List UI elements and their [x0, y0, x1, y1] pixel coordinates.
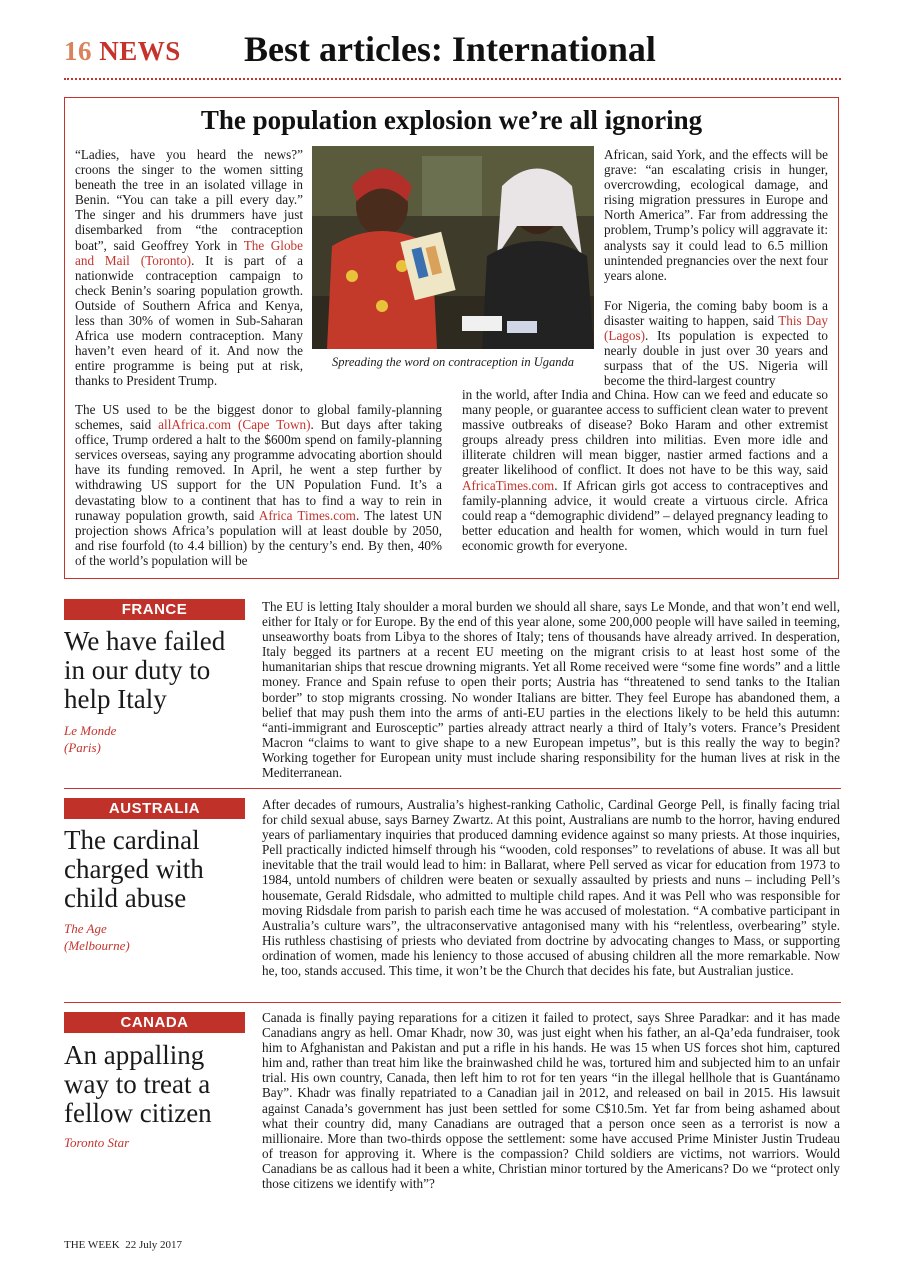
section-name: NEWS [99, 36, 181, 66]
feature-column-3 [604, 147, 828, 388]
feature-paragraph: in the world, after India and China. How can we feed and educate so many people, or guarantee access to sufficient clean water to prevent massive outbreaks of disease? Boko Haram and other extremist groups already press children into militias. Even more idle and illiterate children will mean bigger, nastier armed factions and a greater likelihood of conflict. It does not have to be this way, said AfricaTimes.com. If African girls got access to contraceptives and family-planning advice, it would create a virtuous circle. Africa could reap a “demographic dividend” – delayed pregnancy leading to better education and health for women, which would in turn fuel economic growth for everyone. [462, 387, 828, 553]
feature-column-1a [75, 147, 303, 389]
section-headline: An appalling way to treat a fellow citizen [64, 1040, 212, 1128]
source-link[interactable]: This Day (Lagos) [604, 312, 828, 344]
section-body: The EU is letting Italy shoulder a moral burden we should all share, says Le Monde, and that won’t end well, either for Italy or for Europe. By the end of this year alone, some 200,000 people will have sailed in teeming, unseaworthy boats from Libya to the shores of Italy; tens of thousands have already arrived. In desperation, Italy begged its partners at a recent EU meeting on the migrant crisis to at least host some of the humanitarian ships that rescue drowning migrants. Yet all Rome received were “some fine words” and a little money. France and Spain refuse to open their ports; Austria has “threatened to send tanks to the Italian border” to stop migrants crossing. No wonder Italians are bitter. They feel Europe has abandoned them, a belief that may push them into the arms of anti-EU parties in the elections likely to be held this autumn: “anti-immigrant and Eurosceptic” parties already attract nearly a third of Italy’s voters. France’s President Macron “claims to want to give shape to a new European impetus”, but is this really the way to begin? Working together for European unity must include sharing responsibility for the human lives at risk in the Mediterranean. [262, 599, 840, 781]
section-source: Toronto Star [64, 1135, 130, 1150]
photo-illustration [312, 146, 594, 349]
photo-caption: Spreading the word on contraception in Uganda [331, 355, 575, 369]
source-link[interactable]: Africa Times.com [258, 507, 356, 523]
feature-photo [312, 146, 594, 349]
feature-paragraph: African, said York, and the effects will be grave: “an escalating crisis in hunger, overcrowding, ecological damage, and rising migration pressures in Europe and North America”. Far from addressing the problem, Trump’s policy will aggravate it: analysts say it could lead to 6.5 million unintended pregnancies over the next four years alone. [604, 147, 828, 283]
section-source: The Age (Melbourne) [64, 921, 130, 953]
section-tag-australia: AUSTRALIA [64, 798, 245, 819]
footer [64, 1239, 182, 1251]
section-body: After decades of rumours, Australia’s highest-ranking Catholic, Cardinal George Pell, is finally facing trial for child sexual abuse, says Barney Zwartz. At this point, Australians are numb to the horror, having endured years of parliamentary inquiries that produced damning evidence against so many priests. At those inquiries, Pell practically indicted himself through his “wooden, cold responses” to revelations of abuse. It was all but inevitable that the trail would lead to him: in Ballarat, where Pell served as vicar for education from 1973 to 1984, untold numbers of children were beaten or sexually assaulted by priests and nuns – including Pell’s housemate, Gerald Ridsdale, who admitted to multiple child rapes. And it was Pell who was responsible for moving Ridsdale from parish to parish each time he was accused of molestation. “A combative participant in Australia’s culture wars”, the ultraconservative antagonised many with his “relentless, overbearing” style. His ruthless chastising of priests who deviated from doctrine by advocating changes to Mass, or supporting ordination of women, made his leniency to those accused of abusing children all the more remarkable. Now he, too, stands accused. This time, it won’t be the Church that decides his fate, but Australian justice. [262, 797, 840, 979]
publication-name: THE WEEK [64, 1239, 120, 1251]
section-headline: The cardinal charged with child abuse [64, 825, 204, 913]
section-divider [64, 788, 841, 789]
header-divider [64, 78, 841, 80]
section-divider [64, 1002, 841, 1003]
feature-paragraph: “Ladies, have you heard the news?” croons the singer to the women sitting beneath the tree in an isolated village in Benin. “You can take a pill every day.” The singer and his drummers have just disembarked from “the contraception boat”, said Geoffrey York in The Globe and Mail (Toronto). It is part of a nationwide contraception campaign to check Benin’s soaring population growth. Outside of Southern Africa and Kenya, less than 30% of women in Sub-Saharan Africa use modern contraception. Many haven’t even heard of it. And now the entire programme is being put at risk, thanks to President Trump. [75, 147, 304, 389]
section-tag-france: FRANCE [64, 599, 245, 620]
page-number: 16 [64, 36, 92, 66]
page-title: Best articles: International [244, 29, 656, 69]
feature-paragraph: For Nigeria, the coming baby boom is a disaster waiting to happen, said This Day (Lagos). Its population is expected to nearly double in just over 30 years and surpass that of the US. Nigeria will become the third-largest country [604, 297, 828, 389]
issue-date: 22 July 2017 [125, 1239, 183, 1251]
source-link[interactable]: AfricaTimes.com [462, 477, 555, 493]
feature-title: The population explosion we’re all ignoring [200, 105, 703, 135]
section-body: Canada is finally paying reparations for a citizen it failed to protect, says Shree Paradkar: and it has made Canadians angry as hell. Omar Khadr, now 30, was just eight when his father, an al-Qa’eda fundraiser, took him to Afghanistan and Pakistan and put a rifle in his hands. He was 15 when US forces shot him, captured him and, rather than treat him like the brainwashed child he was, tortured him and subjected him to an unfair trial. His own country, Canada, then left him to rot for ten years “in the illegal hellhole that is Guantánamo Bay”. Khadr was finally repatriated to a Canadian jail in 2012, and released on bail in 2015. His lawsuit against Canada’s government has just been settled for some C$10.5m. Yet far from being ashamed about what their country did, many Canadians are outraged that a person once seen as a terrorist is now a millionaire. More than two-thirds oppose the settlement: some have accused Prime Minister Justin Trudeau of treason for approving it. Where is the compassion? Child soldiers are victims, not warriors. Would Canadians be as callous had it been a white, Christian minor tortured by the Americans? Do we “protect only those citizens we identify with”? [262, 1010, 840, 1192]
feature-column-2b [462, 387, 828, 553]
page-number-section [64, 36, 181, 67]
feature-column-1b [75, 402, 442, 568]
source-link[interactable]: allAfrica.com (Cape Town) [158, 417, 311, 433]
section-source: Le Monde (Paris) [64, 723, 117, 755]
feature-paragraph: The US used to be the biggest donor to global family-planning schemes, said allAfrica.com (Cape Town). But days after taking office, Trump ordered a halt to the $600m spend on family-planning services overseas, saying any programme advocating abortion should have its funding removed. In April, he went a step further by withdrawing US support for the UN Population Fund. It’s a devastating blow to a continent that has to find a way to rein in runaway population growth, said Africa Times.com. The latest UN projection shows Africa’s population will at least double by 2050, and rise fourfold (to 4.4 billion) by the century’s end. By then, 40% of the world’s population will be [75, 402, 442, 568]
section-headline: We have failed in our duty to help Italy [64, 626, 226, 714]
source-link[interactable]: The Globe and Mail (Toronto) [75, 237, 304, 268]
section-tag-canada: CANADA [64, 1012, 245, 1033]
